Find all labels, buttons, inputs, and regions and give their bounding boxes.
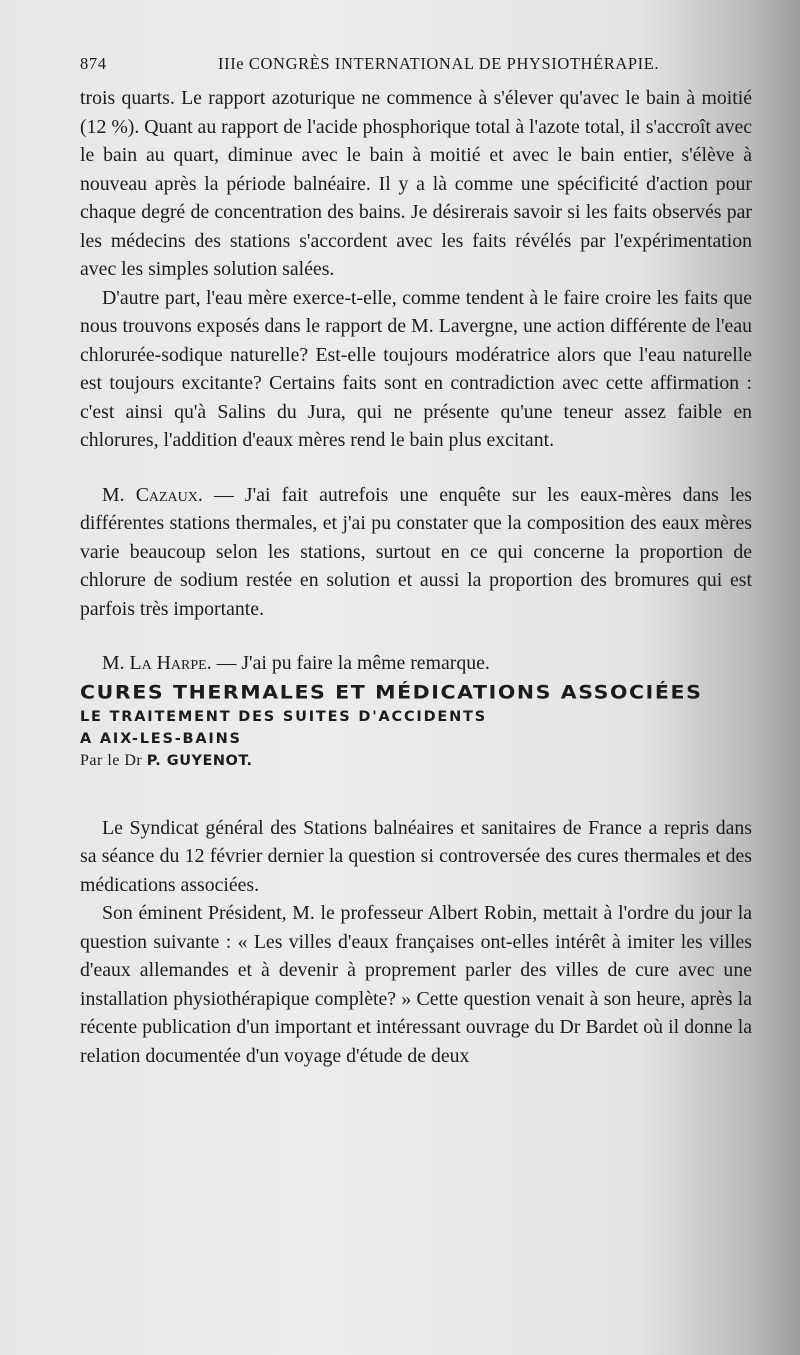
author-prefix: Par le Dr	[80, 751, 143, 769]
page-body	[80, 84, 752, 1070]
section-heading: CURES THERMALES ET MÉDICATIONS ASSOCIÉES	[80, 680, 703, 703]
speaker-prefix: M.	[102, 483, 125, 506]
paragraph-president: Son éminent Président, M. le professeur Albert Robin, mettait à l'ordre du jour la question suivante : « Les villes d'eaux françaises ont-elles intérêt à imiter les villes d'eaux allemandes et à devenir à proprement parler des villes de cure avec une installation physiothérapique complète? » Cette question venait à son heure, après la récente publication d'un important et intéressant ouvrage du Dr Bardet où il donne la relation documentée d'un voyage d'étude de deux	[80, 902, 752, 1067]
paragraph-continuation: trois quarts. Le rapport azoturique ne commence à s'élever qu'avec le bain à moitié (12 %). Quant au rapport de l'acide phosphorique total à l'azote total, il s'accroît avec le bain au quart, diminue avec le bain à moitié et avec le bain entier, s'élève à nouveau après la période balnéaire. Il y a là comme une spécificité d'action pour chaque degré de concentration des bains. Je désirerais savoir si les faits observés par les médecins des stations s'accordent avec les faits révélés par l'expérimentation avec les simples solution salées.	[80, 87, 753, 280]
paragraph-eau-mere: D'autre part, l'eau mère exerce-t-elle, comme tendent à le faire croire les faits que nous trouvons exposés dans le rapport de M. Lavergne, une action différente de l'eau chlorurée-sodique naturelle? Est-elle toujours modératrice alors que l'eau naturelle est toujours excitante? Certains faits sont en contradiction avec cette affirmation : c'est ainsi qu'à Salins du Jura, qui ne présente qu'une teneur assez faible en chlorures, l'addition d'eaux mères rend le bain plus excitant.	[80, 286, 752, 451]
paragraph-syndicat: Le Syndicat général des Stations balnéaires et sanitaires de France a repris dans sa séance du 12 février dernier la question si controversée des cures thermales et des médications associées.	[80, 816, 752, 896]
remark-text: — J'ai fait autrefois une enquête sur les eaux-mères dans les différentes stations thermales, et j'ai pu constater que la composition des eaux mères varie beaucoup selon les stations, surtout en ce qui concerne la proportion de chlorure de sodium restée en solution et aussi la proportion des bromures qui est parfois très importante.	[80, 483, 752, 620]
speaker-prefix: M.	[102, 652, 125, 674]
running-header	[80, 54, 770, 80]
speaker-name: La Harpe.	[129, 652, 212, 674]
section-subheading-line1: LE TRAITEMENT DES SUITES D'ACCIDENTS	[80, 708, 487, 725]
section-subheading-line2: A AIX-LES-BAINS	[80, 730, 242, 747]
remark-text: — J'ai pu faire la même remarque.	[216, 652, 490, 674]
author-name: P. GUYENOT.	[146, 752, 253, 769]
speaker-name: Cazaux.	[135, 483, 203, 506]
journal-title: IIIe CONGRÈS INTERNATIONAL DE PHYSIOTHÉRAPIE.	[218, 54, 660, 73]
author-byline	[80, 750, 752, 772]
page-number: 874	[80, 54, 107, 73]
paragraph-la-harpe-remark	[80, 649, 752, 678]
paragraph-cazaux-remark	[80, 481, 752, 624]
